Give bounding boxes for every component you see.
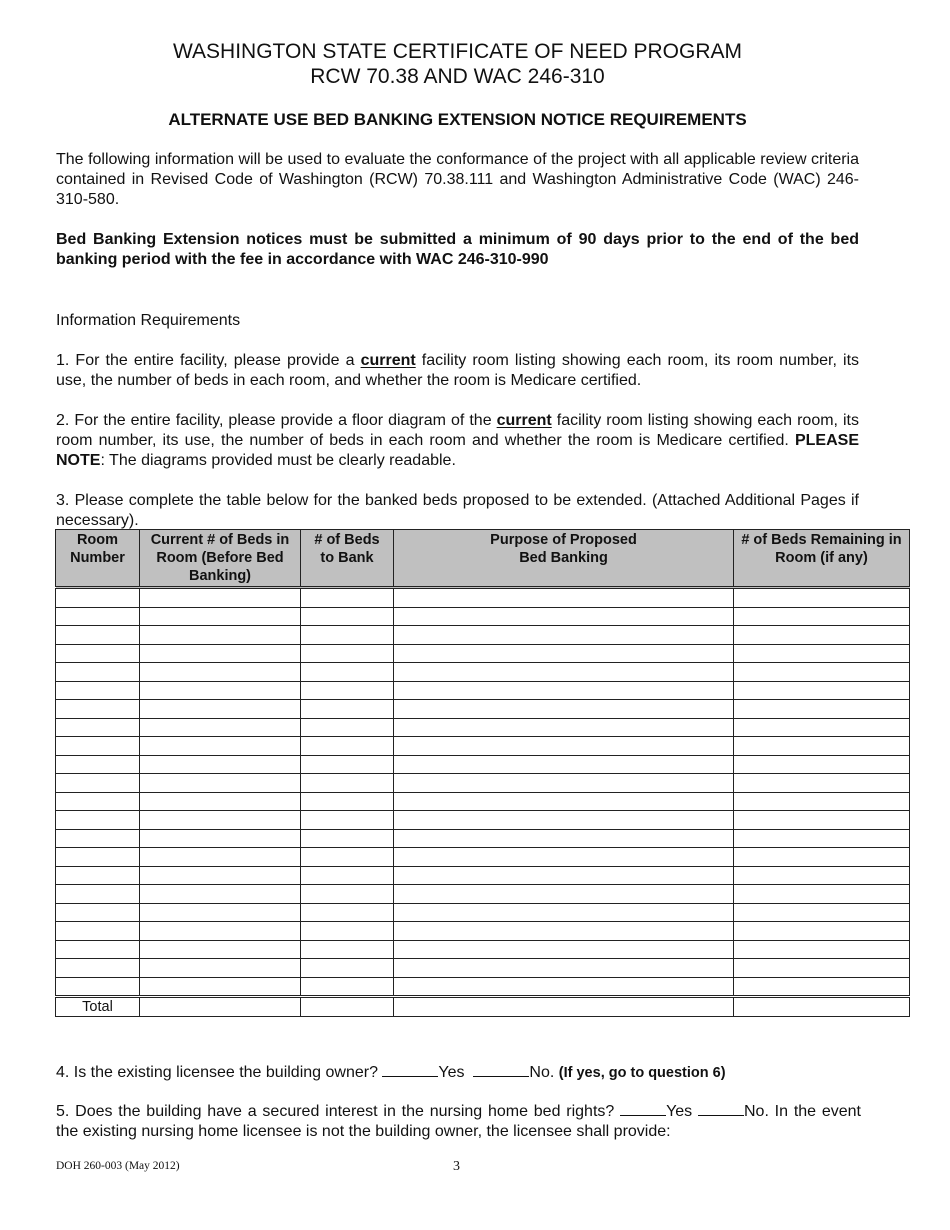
- table-cell[interactable]: [734, 885, 910, 904]
- requirement-item-3: 3. Please complete the table below for the banked beds proposed to be extended. (Attached Additional Pages if necessary).: [56, 492, 859, 529]
- table-cell[interactable]: [394, 829, 734, 848]
- table-row: [56, 681, 910, 700]
- requirement-item-2: [56, 411, 859, 471]
- total-row: [56, 997, 910, 1017]
- header-beds-to-bank: # of Beds to Bank: [301, 530, 394, 588]
- table-cell[interactable]: [56, 700, 140, 719]
- table-cell[interactable]: [734, 644, 910, 663]
- requirements-heading: Information Requirements: [56, 312, 241, 329]
- table-row: [56, 774, 910, 793]
- table-cell[interactable]: [56, 829, 140, 848]
- table-cell[interactable]: [394, 848, 734, 867]
- table-cell[interactable]: [301, 885, 394, 904]
- table-cell[interactable]: [734, 663, 910, 682]
- question-4-text: 4. Is the existing licensee the building owner?: [56, 1064, 383, 1081]
- question-4: [56, 1062, 861, 1083]
- table-cell[interactable]: [56, 588, 140, 608]
- requirement-2-text: 2. For the entire facility, please provide a floor diagram of the: [56, 412, 497, 429]
- table-cell[interactable]: [140, 607, 301, 626]
- table-cell[interactable]: [734, 866, 910, 885]
- table-cell[interactable]: [734, 959, 910, 978]
- table-row: [56, 922, 910, 941]
- table-cell[interactable]: [734, 792, 910, 811]
- table-cell[interactable]: [734, 588, 910, 608]
- requirement-1-text-cont: facility room listing showing each room, its room number, its use, the number of beds in each room, and whether the room is Medicare certified.: [56, 352, 860, 389]
- table-cell[interactable]: [56, 607, 140, 626]
- table-cell[interactable]: [734, 700, 910, 719]
- table-cell[interactable]: [394, 885, 734, 904]
- table-cell[interactable]: [394, 903, 734, 922]
- table-cell[interactable]: [56, 940, 140, 959]
- total-cell[interactable]: [734, 997, 910, 1017]
- table-cell[interactable]: [140, 663, 301, 682]
- question-5: [56, 1101, 861, 1142]
- table-cell[interactable]: [301, 977, 394, 997]
- table-row: [56, 588, 910, 608]
- table-cell[interactable]: [56, 718, 140, 737]
- table-cell[interactable]: [734, 829, 910, 848]
- table-cell[interactable]: [394, 663, 734, 682]
- document-title-line2: RCW 70.38 AND WAC 246-310: [310, 65, 605, 88]
- table-cell[interactable]: [301, 681, 394, 700]
- table-cell[interactable]: [301, 718, 394, 737]
- table-cell[interactable]: [301, 755, 394, 774]
- header-purpose: Purpose of Proposed Bed Banking: [394, 530, 734, 588]
- table-cell[interactable]: [140, 681, 301, 700]
- table-cell[interactable]: [140, 792, 301, 811]
- table-cell[interactable]: [56, 755, 140, 774]
- table-cell[interactable]: [734, 755, 910, 774]
- table-cell[interactable]: [56, 626, 140, 645]
- table-cell[interactable]: [140, 811, 301, 830]
- table-cell[interactable]: [140, 737, 301, 756]
- table-row: [56, 644, 910, 663]
- page-number: 3: [453, 1159, 460, 1174]
- table-cell[interactable]: [394, 959, 734, 978]
- table-cell[interactable]: [140, 829, 301, 848]
- q5-no-blank[interactable]: [698, 1101, 744, 1116]
- table-cell[interactable]: [56, 922, 140, 941]
- table-row: [56, 848, 910, 867]
- table-row: [56, 977, 910, 997]
- table-row: [56, 755, 910, 774]
- question-5-text: 5. Does the building have a secured interest in the nursing home bed rights?: [56, 1103, 621, 1120]
- table-row: [56, 607, 910, 626]
- table-cell[interactable]: [394, 811, 734, 830]
- q4-yes-blank[interactable]: [382, 1062, 438, 1077]
- header-room-number: Room Number: [56, 530, 140, 588]
- q5-yes-blank[interactable]: [620, 1101, 666, 1116]
- table-cell[interactable]: [734, 718, 910, 737]
- table-cell[interactable]: [56, 866, 140, 885]
- table-cell[interactable]: [301, 626, 394, 645]
- table-cell[interactable]: [56, 792, 140, 811]
- table-cell[interactable]: [734, 607, 910, 626]
- table-cell[interactable]: [56, 811, 140, 830]
- table-cell[interactable]: [56, 681, 140, 700]
- table-cell[interactable]: [140, 700, 301, 719]
- table-cell[interactable]: [301, 737, 394, 756]
- table-cell[interactable]: [140, 885, 301, 904]
- table-row: [56, 737, 910, 756]
- requirement-2-emphasis: current: [496, 412, 552, 429]
- submission-notice: Bed Banking Extension notices must be submitted a minimum of 90 days prior to the end of the bed banking period with the fee in accordance with WAC 246-310-990: [56, 231, 859, 268]
- q4-yes-label: Yes: [438, 1064, 465, 1081]
- table-cell[interactable]: [394, 681, 734, 700]
- table-cell[interactable]: [56, 737, 140, 756]
- table-cell[interactable]: [140, 940, 301, 959]
- table-cell[interactable]: [140, 922, 301, 941]
- document-subtitle: ALTERNATE USE BED BANKING EXTENSION NOTICE REQUIREMENTS: [168, 110, 747, 129]
- please-note-label: PLEASE NOTE: [56, 432, 859, 469]
- table-cell[interactable]: [140, 959, 301, 978]
- table-cell[interactable]: [56, 885, 140, 904]
- table-cell[interactable]: [394, 940, 734, 959]
- table-cell[interactable]: [734, 737, 910, 756]
- table-cell[interactable]: [394, 977, 734, 997]
- please-note-text: : The diagrams provided must be clearly readable.: [100, 452, 456, 469]
- table-cell[interactable]: [734, 903, 910, 922]
- table-cell[interactable]: [56, 644, 140, 663]
- table-cell[interactable]: [140, 644, 301, 663]
- table-cell[interactable]: [140, 848, 301, 867]
- table-cell[interactable]: [394, 866, 734, 885]
- table-cell[interactable]: [394, 774, 734, 793]
- header-current-beds: Current # of Beds in Room (Before Bed Banking): [140, 530, 301, 588]
- table-row: [56, 959, 910, 978]
- table-cell[interactable]: [56, 774, 140, 793]
- table-row: [56, 811, 910, 830]
- table-cell[interactable]: [301, 774, 394, 793]
- table-cell[interactable]: [734, 626, 910, 645]
- table-cell[interactable]: [140, 977, 301, 997]
- table-cell[interactable]: [394, 737, 734, 756]
- table-cell[interactable]: [394, 922, 734, 941]
- table-cell[interactable]: [301, 959, 394, 978]
- table-cell[interactable]: [394, 644, 734, 663]
- table-cell[interactable]: [734, 922, 910, 941]
- q4-no-blank[interactable]: [473, 1062, 529, 1077]
- table-cell[interactable]: [394, 626, 734, 645]
- question-5-continuation: In the event the existing nursing home licensee is not the building owner, the licensee shall provide:: [56, 1103, 861, 1140]
- table-cell[interactable]: [394, 700, 734, 719]
- table-cell[interactable]: [301, 848, 394, 867]
- table-row: [56, 663, 910, 682]
- table-row: [56, 903, 910, 922]
- table-cell[interactable]: [301, 792, 394, 811]
- table-row: [56, 718, 910, 737]
- requirement-1-text: 1. For the entire facility, please provide a: [56, 352, 361, 369]
- table-cell[interactable]: [734, 848, 910, 867]
- header-beds-remaining: # of Beds Remaining in Room (if any): [734, 530, 910, 588]
- table-cell[interactable]: [56, 848, 140, 867]
- table-cell[interactable]: [301, 644, 394, 663]
- table-cell[interactable]: [140, 866, 301, 885]
- table-cell[interactable]: [734, 681, 910, 700]
- q5-yes-label: Yes: [666, 1103, 693, 1120]
- document-title-line1: WASHINGTON STATE CERTIFICATE OF NEED PROGRAM: [173, 40, 742, 63]
- table-cell[interactable]: [301, 607, 394, 626]
- table-row: [56, 940, 910, 959]
- table-cell[interactable]: [140, 718, 301, 737]
- table-cell[interactable]: [734, 811, 910, 830]
- requirement-1-emphasis: current: [360, 352, 416, 369]
- table-row: [56, 866, 910, 885]
- total-cell[interactable]: [140, 997, 301, 1017]
- total-label: Total: [56, 997, 140, 1017]
- table-cell[interactable]: [394, 607, 734, 626]
- table-cell[interactable]: [140, 755, 301, 774]
- table-row: [56, 885, 910, 904]
- table-cell[interactable]: [394, 718, 734, 737]
- total-cell[interactable]: [301, 997, 394, 1017]
- table-cell[interactable]: [301, 829, 394, 848]
- table-cell[interactable]: [734, 977, 910, 997]
- table-cell[interactable]: [301, 811, 394, 830]
- table-cell[interactable]: [301, 903, 394, 922]
- table-cell[interactable]: [734, 774, 910, 793]
- total-cell[interactable]: [394, 997, 734, 1017]
- table-cell[interactable]: [56, 903, 140, 922]
- table-row: [56, 626, 910, 645]
- table-cell[interactable]: [301, 940, 394, 959]
- table-cell[interactable]: [301, 700, 394, 719]
- form-identifier: DOH 260-003 (May 2012): [56, 1160, 180, 1172]
- table-cell[interactable]: [140, 903, 301, 922]
- table-cell[interactable]: [394, 792, 734, 811]
- table-row: [56, 829, 910, 848]
- table-cell[interactable]: [301, 663, 394, 682]
- table-cell[interactable]: [56, 959, 140, 978]
- table-cell[interactable]: [140, 626, 301, 645]
- table-cell[interactable]: [140, 774, 301, 793]
- intro-paragraph: The following information will be used to evaluate the conformance of the project with all applicable review criteria contained in Revised Code of Washington (RCW) 70.38.111 and Washington Administrative Code (WAC) 246-310-580.: [56, 151, 859, 208]
- table-body: [56, 588, 910, 1017]
- table-cell[interactable]: [301, 588, 394, 608]
- table-cell[interactable]: [56, 663, 140, 682]
- q5-no-label: No.: [743, 1103, 769, 1120]
- table-cell[interactable]: [301, 922, 394, 941]
- table-header-row: [56, 530, 910, 588]
- table-cell[interactable]: [140, 588, 301, 608]
- table-cell[interactable]: [394, 588, 734, 608]
- requirement-2-text-cont: facility room listing showing each room, its room number, its use, the number of beds in each room and whether the room is Medicare certified.: [56, 412, 860, 449]
- requirement-item-1: [56, 351, 859, 391]
- table-cell[interactable]: [394, 755, 734, 774]
- q4-hint: (If yes, go to question 6): [558, 1065, 726, 1081]
- table-cell[interactable]: [734, 940, 910, 959]
- q4-no-label: No.: [529, 1064, 555, 1081]
- table-cell[interactable]: [301, 866, 394, 885]
- table-row: [56, 700, 910, 719]
- banked-beds-table: [55, 529, 910, 1017]
- table-row: [56, 792, 910, 811]
- table-cell[interactable]: [56, 977, 140, 997]
